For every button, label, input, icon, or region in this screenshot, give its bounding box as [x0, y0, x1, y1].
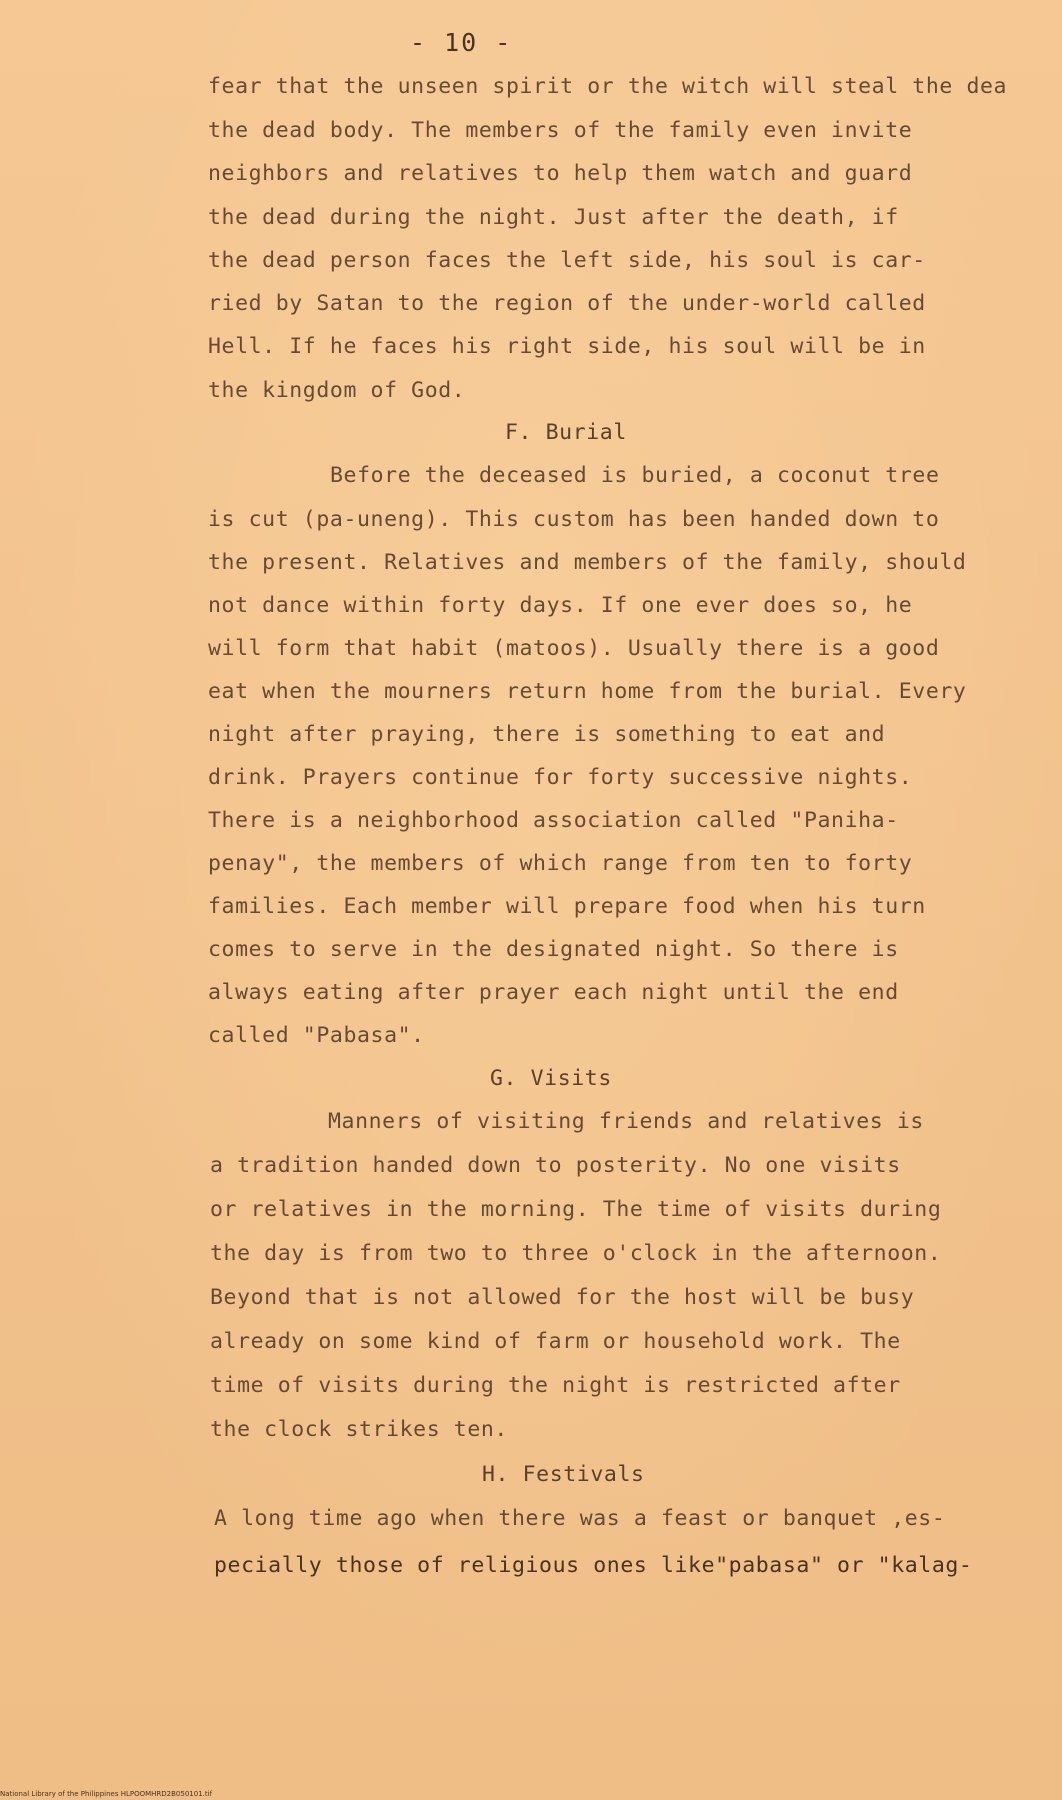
text-line: the kingdom of God.: [208, 378, 466, 403]
section-heading-festivals: H. Festivals: [482, 1462, 645, 1487]
text-line: night after praying, there is something to eat and: [208, 722, 886, 747]
text-line: penay", the members of which range from ten to forty: [208, 851, 913, 876]
text-line: Before the deceased is buried, a coconut tree: [330, 463, 940, 488]
text-line: comes to serve in the designated night. So there is: [208, 937, 899, 962]
text-line: Manners of visiting friends and relatives is: [328, 1109, 924, 1134]
text-line: pecially those of religious ones like"pabasa" or "kalag-: [214, 1553, 973, 1578]
text-line: fear that the unseen spirit or the witch will steal the dea: [208, 74, 1008, 99]
text-line: A long time ago when there was a feast or banquet ,es-: [214, 1506, 946, 1531]
section-heading-visits: G. Visits: [490, 1066, 612, 1091]
text-line: will form that habit (matoos). Usually there is a good: [208, 636, 940, 661]
text-line: already on some kind of farm or household work. The: [210, 1329, 901, 1354]
text-line: eat when the mourners return home from the burial. Every: [208, 679, 967, 704]
text-line: the dead person faces the left side, his soul is car-: [208, 248, 926, 273]
text-line: the present. Relatives and members of the family, should: [208, 550, 967, 575]
page-number: - 10 -: [410, 28, 513, 57]
text-line: not dance within forty days. If one ever does so, he: [208, 593, 913, 618]
text-line: There is a neighborhood association called "Paniha-: [208, 808, 899, 833]
text-line: a tradition handed down to posterity. No one visits: [210, 1153, 901, 1178]
text-line: ried by Satan to the region of the under-world called: [208, 291, 926, 316]
text-line: time of visits during the night is restricted after: [210, 1373, 901, 1398]
text-line: the day is from two to three o'clock in the afternoon.: [210, 1241, 942, 1266]
text-line: is cut (pa-uneng). This custom has been handed down to: [208, 507, 940, 532]
text-line: drink. Prayers continue for forty successive nights.: [208, 765, 913, 790]
text-line: the clock strikes ten.: [210, 1417, 508, 1442]
text-line: neighbors and relatives to help them watch and guard: [208, 161, 913, 186]
text-line: the dead body. The members of the family even invite: [208, 118, 913, 143]
section-heading-burial: F. Burial: [505, 420, 627, 445]
text-line: or relatives in the morning. The time of visits during: [210, 1197, 942, 1222]
archive-footer: National Library of the Philippines HLPOOMHRD2B050101.tif: [0, 1790, 213, 1798]
text-line: Beyond that is not allowed for the host will be busy: [210, 1285, 915, 1310]
text-line: Hell. If he faces his right side, his soul will be in: [208, 334, 926, 359]
text-line: always eating after prayer each night until the end: [208, 980, 899, 1005]
text-line: families. Each member will prepare food when his turn: [208, 894, 926, 919]
text-line: called "Pabasa".: [208, 1023, 425, 1048]
text-line: the dead during the night. Just after the death, if: [208, 205, 899, 230]
